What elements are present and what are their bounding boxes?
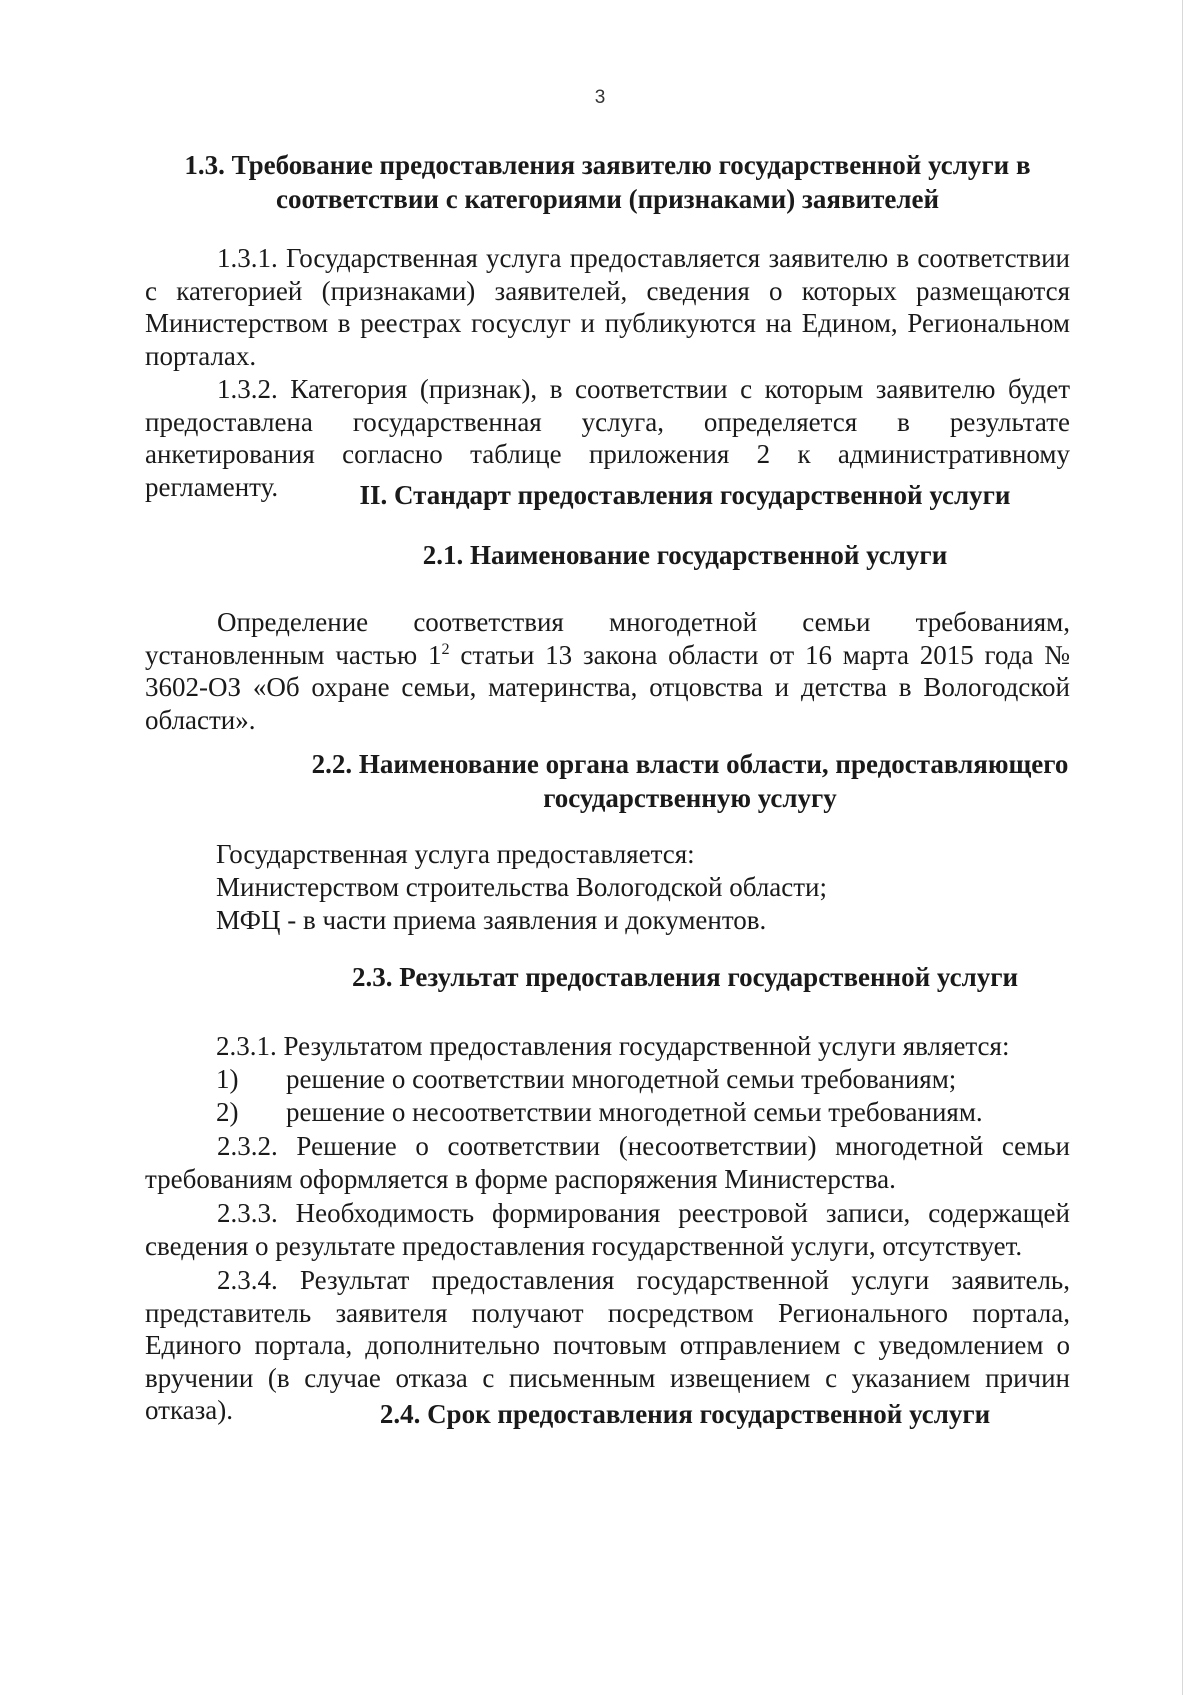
list-item-2-number: 2) bbox=[216, 1097, 239, 1127]
paragraph-2-3-1: 2.3.1. Результатом предоставления государственной услуги является: bbox=[216, 1031, 1010, 1061]
scan-edge-line bbox=[1182, 0, 1183, 1695]
heading-2-2: 2.2. Наименование органа власти области, предоставляющего государственную услугу bbox=[311, 749, 1069, 813]
heading-2-1: 2.1. Наименование государственной услуги bbox=[422, 540, 948, 570]
list-item-2-text: решение о несоответствии многодетной семьи требованиям. bbox=[286, 1097, 983, 1127]
paragraph-2-1-superscript: 2 bbox=[441, 639, 450, 658]
service-provided-by-label: Государственная услуга предоставляется: bbox=[216, 839, 695, 869]
paragraph-2-1 bbox=[145, 606, 1070, 736]
paragraph-1-3-1: 1.3.1. Государственная услуга предоставляется заявителю в соответствии с категорией (признаками) заявителей, сведения о которых размещаются Министерством в реестрах госуслуг и публикуются на Едином, Региональном порталах. bbox=[145, 243, 1070, 371]
ministry-line: Министерством строительства Вологодской области; bbox=[216, 872, 828, 902]
heading-2-3: 2.3. Результат предоставления государственной услуги bbox=[351, 962, 1019, 992]
paragraph-1-3-2: 1.3.2. Категория (признак), в соответствии с которым заявителю будет предоставлена государственная услуга, определяется в результате анкетирования согласно таблице приложения 2 к административному регламенту. bbox=[145, 374, 1070, 502]
list-item-1-number: 1) bbox=[216, 1064, 239, 1094]
paragraph-2-3-3: 2.3.3. Необходимость формирования реестровой записи, содержащей сведения о результате предоставления государственной услуги, отсутствует. bbox=[145, 1198, 1070, 1261]
paragraph-2-3-4: 2.3.4. Результат предоставления государственной услуги заявитель, представитель заявителя получают посредством Регионального портала, Единого портала, дополнительно почтовым отправлением с уведомлением о вручении (в случае отказа с письменным извещением с указанием причин отказа). bbox=[145, 1265, 1070, 1425]
paragraph-2-1-text-b: статьи 13 закона области от 16 марта 2015 года № 3602-ОЗ «Об охране семьи, материнства, отцовства и детства в Вологодской области». bbox=[145, 639, 1070, 735]
list-item-1-text: решение о соответствии многодетной семьи требованиям; bbox=[286, 1064, 957, 1094]
paragraph-2-1-text-a: Определение соответствия многодетной семьи требованиям, установленным частью 1 bbox=[145, 607, 1070, 670]
paragraph-2-3-2: 2.3.2. Решение о соответствии (несоответствии) многодетной семьи требованиям оформляется в форме распоряжения Министерства. bbox=[145, 1131, 1070, 1194]
mfc-line: МФЦ - в части приема заявления и документов. bbox=[216, 905, 767, 935]
page-number: 3 bbox=[594, 87, 606, 108]
heading-2-4: 2.4. Срок предоставления государственной услуги bbox=[379, 1399, 991, 1429]
heading-1-3: 1.3. Требование предоставления заявителю государственной услуги в соответствии с категориями (признаками) заявителей bbox=[184, 150, 1031, 214]
heading-section-2: II. Стандарт предоставления государственной услуги bbox=[359, 480, 1011, 510]
